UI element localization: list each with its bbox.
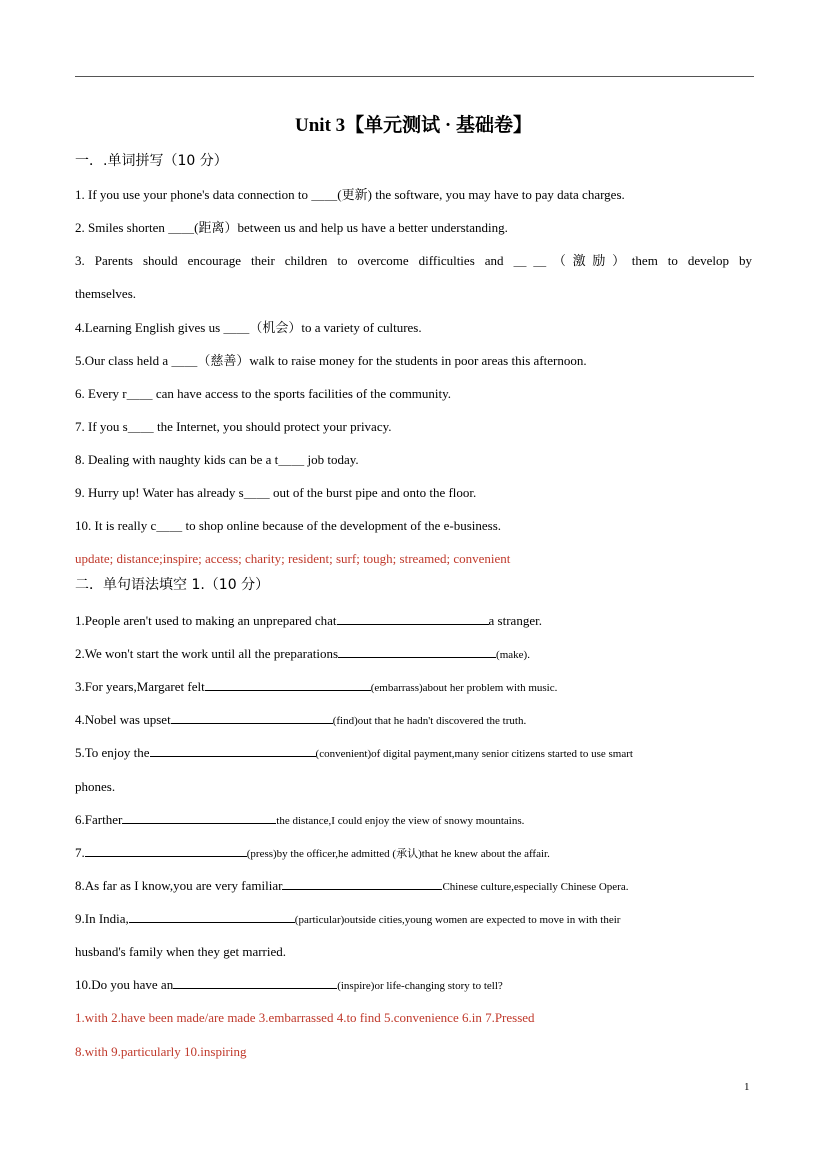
s1-item-5: 5.Our class held a ＿＿（慈善）walk to raise money for the students in poor areas this afternoon. [75, 353, 587, 368]
s2-answers-line2: 8.with 9.particularly 10.inspiring [75, 1044, 247, 1059]
s2-item-10: 10.Do you have an (inspire)or life-changing story to tell? [75, 977, 503, 992]
answer-blank [150, 744, 316, 757]
page-number: 1 [744, 1081, 750, 1093]
s1-item-4: 4.Learning English gives us ＿＿（机会）to a variety of cultures. [75, 320, 422, 335]
answer-blank [282, 877, 442, 890]
s2-item-1: 1.People aren't used to making an unprepared chat a stranger. [75, 613, 542, 628]
s1-item-10: 10. It is really c＿＿ to shop online because of the development of the e-business. [75, 518, 502, 533]
s2-item-7: 7. (press)by the officer,he admitted (承认)that he knew about the affair. [75, 845, 550, 860]
s2-answers-line1: 1.with 2.have been made/are made 3.embarrassed 4.to find 5.convenience 6.in 7.Pressed [75, 1010, 535, 1025]
s2-item-9: 9.In India, (particular)outside cities,young women are expected to move in with their [75, 911, 621, 926]
s2-item-9-cont: husband's family when they get married. [75, 944, 287, 959]
s1-item-2: 2. Smiles shorten ＿＿(距离）between us and help us have a better understanding. [75, 220, 508, 235]
s2-item-3: 3.For years,Margaret felt (embarrass)about her problem with music. [75, 679, 558, 694]
answer-blank [205, 678, 371, 691]
s1-item-3-line2: themselves. [75, 286, 137, 301]
answer-blank [337, 612, 489, 625]
s2-item-8: 8.As far as I know,you are very familiar Chinese culture,especially Chinese Opera. [75, 878, 629, 893]
answer-blank [85, 844, 247, 857]
answer-blank [338, 645, 496, 658]
page-title: Unit 3【单元测试 · 基础卷】 [295, 115, 532, 136]
s1-item-3-line1: 3. Parents should encourage their children to overcome difficulties and ＿＿（激励）them to develop by [75, 253, 752, 268]
s1-item-6: 6. Every r＿＿ can have access to the sports facilities of the community. [75, 386, 452, 401]
s1-answers: update; distance;inspire; access; charity; resident; surf; tough; streamed; convenient [75, 551, 511, 566]
section2-heading: 二．单句语法填空 1.（10 分） [75, 577, 270, 593]
header-rule [75, 76, 754, 77]
s1-item-1: 1. If you use your phone's data connection to ＿＿(更新) the software, you may have to pay data charges. [75, 187, 625, 202]
s1-item-7: 7. If you s＿＿ the Internet, you should protect your privacy. [75, 419, 392, 434]
s2-item-2: 2.We won't start the work until all the preparations (make). [75, 646, 530, 661]
section1-heading: 一．.单词拼写（10 分） [75, 153, 228, 169]
s2-item-5-cont: phones. [75, 779, 116, 794]
s2-item-5: 5.To enjoy the (convenient)of digital payment,many senior citizens started to use smart [75, 745, 633, 760]
answer-blank [173, 976, 337, 989]
s2-item-4: 4.Nobel was upset (find)out that he hadn't discovered the truth. [75, 712, 527, 727]
answer-blank [122, 811, 276, 824]
s2-item-6: 6.Farther the distance,I could enjoy the view of snowy mountains. [75, 812, 525, 827]
answer-blank [129, 910, 295, 923]
s1-item-8: 8. Dealing with naughty kids can be a t＿＿ job today. [75, 452, 359, 467]
s1-item-9: 9. Hurry up! Water has already s＿＿ out of the burst pipe and onto the floor. [75, 485, 477, 500]
answer-blank [171, 711, 333, 724]
